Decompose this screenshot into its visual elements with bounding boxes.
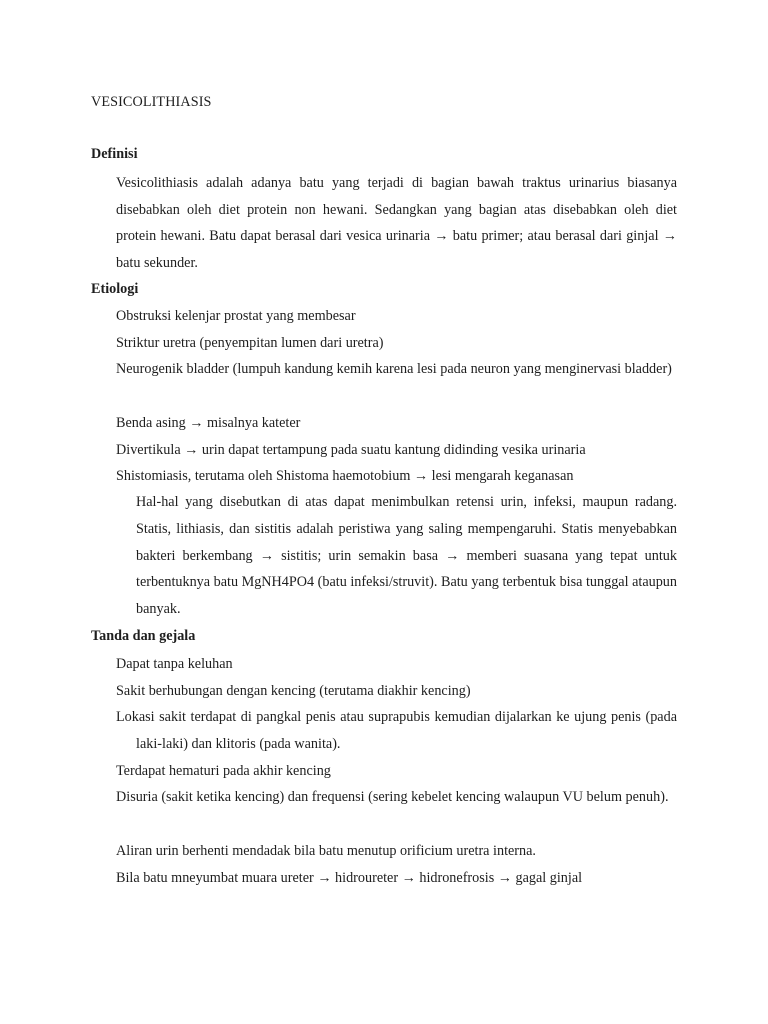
etiologi-item: Obstruksi kelenjar prostat yang membesar [116,308,356,324]
gejala-heading: Tanda dan gejala [91,628,196,644]
document-title: VESICOLITHIASIS [91,94,212,110]
gejala-item: Terdapat hematuri pada akhir kencing [116,763,331,779]
gejala-item: Bila batu mneyumbat muara ureter → hidroureter → hidronefrosis → gagal ginjal [116,870,583,886]
etiologi-heading: Etiologi [91,281,139,297]
definisi-paragraph [116,170,677,276]
etiologi-item: Striktur uretra (penyempitan lumen dari uretra) [116,335,384,351]
gejala-item: Sakit berhubungan dengan kencing (terutama diakhir kencing) [116,683,471,699]
etiologi-item: Divertikula → urin dapat tertampung pada suatu kantung didinding vesika urinaria [116,442,586,458]
etiologi-item: Shistomiasis, terutama oleh Shistoma haemotobium → lesi mengarah keganasan [116,468,574,484]
gejala-item: Disuria (sakit ketika kencing) dan frequensi (sering kebelet kencing walaupun VU belum penuh). [116,789,669,805]
gejala-item: Lokasi sakit terdapat di pangkal penis atau suprapubis kemudian dijalarkan ke ujung penis (pada laki-laki) dan klitoris (pada wanita). [116,709,677,752]
gejala-item: Aliran urin berhenti mendadak bila batu menutup orificium uretra interna. [116,843,536,859]
definisi-heading: Definisi [91,146,138,162]
etiologi-note: Hal-hal yang disebutkan di atas dapat menimbulkan retensi urin, infeksi, maupun radang. Statis, lithiasis, dan sistitis adalah peristiwa yang saling mempengaruhi. Statis menyebabkan bakteri berkembang → sistitis; urin semakin basa → memberi suasana yang tepat untuk terbentuknya batu MgNH4PO4 (batu infeksi/struvit). Batu yang terbentuk bisa tunggal ataupun banyak. [136,494,677,618]
gejala-item: Dapat tanpa keluhan [116,656,233,672]
etiologi-item: Neurogenik bladder (lumpuh kandung kemih karena lesi pada neuron yang menginervasi bladder) [116,361,672,377]
etiologi-item: Benda asing → misalnya kateter [116,415,301,431]
definisi-text: Vesicolithiasis adalah adanya batu yang terjadi di bagian bawah traktus urinarius biasanya disebabkan oleh diet protein non hewani. Sedangkan yang bagian atas disebabkan oleh diet protein hewani. Batu dapat berasal dari vesica urinaria → batu primer; atau berasal dari ginjal → batu sekunder. [116,175,677,271]
